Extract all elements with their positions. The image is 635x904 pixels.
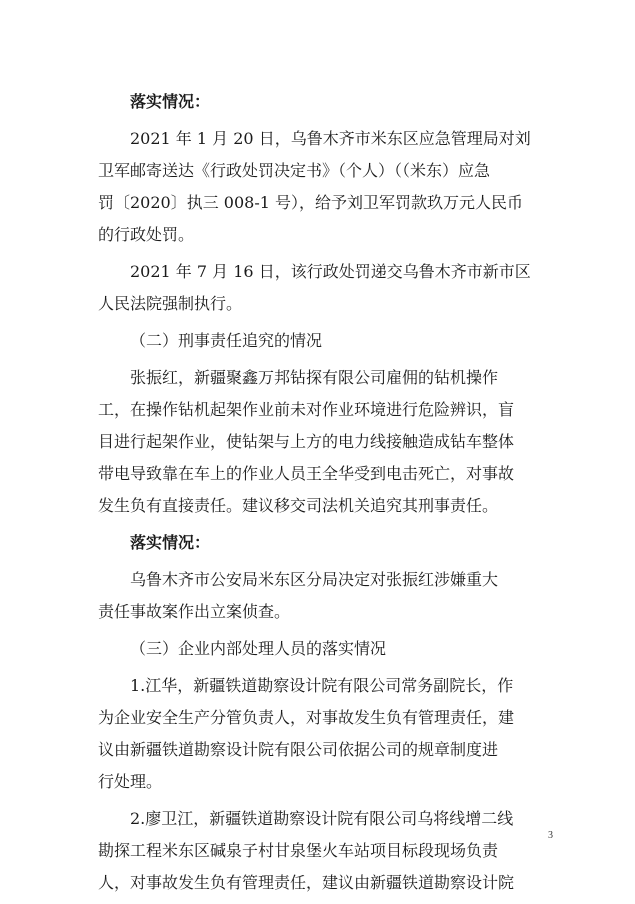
paragraph — [98, 633, 538, 665]
text-line: 人民法院强制执行。 — [98, 294, 243, 313]
text-line: 的行政处罚。 — [98, 225, 195, 244]
text-line: 1.江华，新疆铁道勘察设计院有限公司常务副院长，作 — [130, 676, 514, 695]
text-line: 工，在操作钻机起架作业前未对作业环境进行危险辨识，盲 — [98, 400, 515, 419]
text-line: 2021 年 1 月 20 日，乌鲁木齐市米东区应急管理局对刘 — [130, 129, 531, 148]
paragraph — [98, 564, 538, 628]
text-line: 人，对事故发生负有管理责任，建议由新疆铁道勘察设计院 — [98, 873, 515, 892]
page-number: 3 — [548, 830, 553, 841]
text-line: 2.廖卫江，新疆铁道勘察设计院有限公司乌将线增二线 — [130, 809, 514, 828]
text-line: 勘探工程米东区碱泉子村甘泉堡火车站项目标段现场负责 — [98, 841, 499, 860]
paragraph — [98, 256, 538, 320]
paragraph — [98, 803, 538, 899]
text-line: 张振红，新疆聚鑫万邦钻探有限公司雇佣的钻机操作 — [130, 368, 499, 387]
text-line: 责任事故案作出立案侦查。 — [98, 602, 291, 621]
text-line: 罚〔2020〕执三 008-1 号），给予刘卫军罚款玖万元人民币 — [98, 193, 524, 212]
text-line: 落实情况： — [130, 533, 211, 552]
text-line: 带电导致靠在车上的作业人员王全华受到电击死亡，对事故 — [98, 464, 515, 483]
text-line: 2021 年 7 月 16 日，该行政处罚递交乌鲁木齐市新市区 — [130, 262, 531, 281]
paragraph — [98, 670, 538, 798]
section-heading — [98, 86, 538, 118]
text-line: 落实情况： — [130, 92, 211, 111]
text-line: 议由新疆铁道勘察设计院有限公司依据公司的规章制度进 — [98, 740, 499, 759]
text-line: 目进行起架作业，使钻架与上方的电力线接触造成钻车整体 — [98, 432, 515, 451]
text-line: 卫军邮寄送达《行政处罚决定书》（个人）（（米东）应急 — [98, 161, 491, 180]
paragraph — [98, 325, 538, 357]
text-line: 发生负有直接责任。建议移交司法机关追究其刑事责任。 — [98, 496, 499, 515]
text-line: （三）企业内部处理人员的落实情况 — [130, 639, 387, 658]
text-line: 为企业安全生产分管负责人，对事故发生负有管理责任，建 — [98, 708, 515, 727]
paragraph — [98, 362, 538, 522]
paragraph — [98, 123, 538, 251]
text-line: 乌鲁木齐市公安局米东区分局决定对张振红涉嫌重大 — [130, 570, 499, 589]
section-heading — [98, 527, 538, 559]
text-line: （二）刑事责任追究的情况 — [130, 331, 323, 350]
document-body — [98, 86, 538, 904]
text-line: 行处理。 — [98, 772, 163, 791]
paragraph-spacer — [98, 899, 538, 904]
